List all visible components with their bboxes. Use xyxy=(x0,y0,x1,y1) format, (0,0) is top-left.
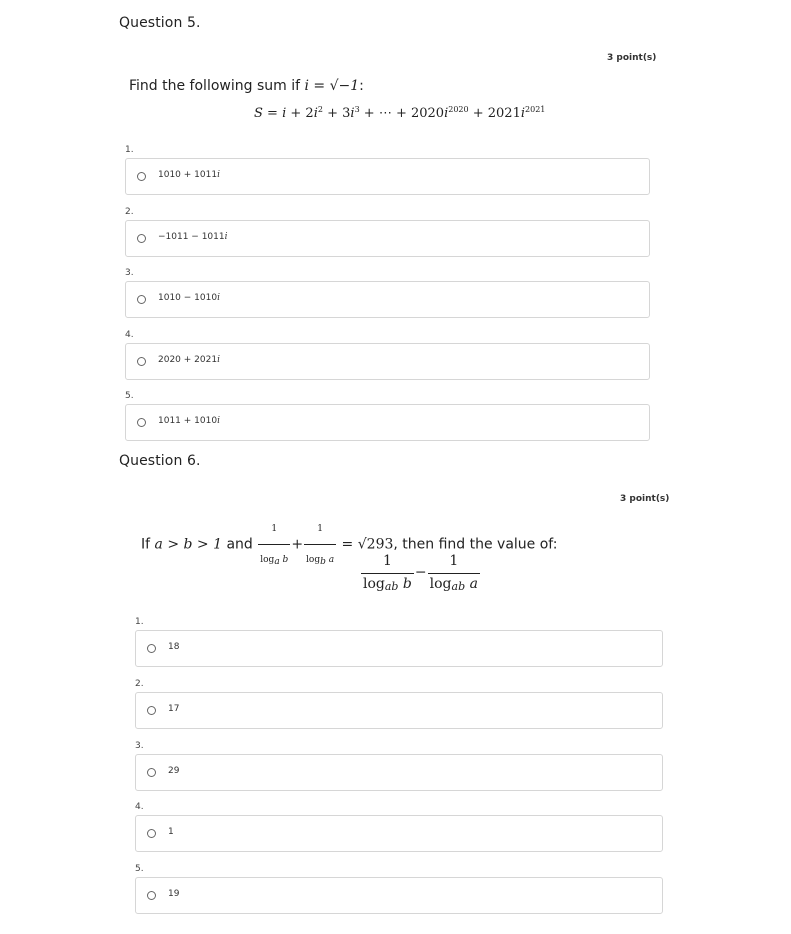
radio-button[interactable] xyxy=(137,172,146,181)
q6-option-3-number: 3. xyxy=(135,741,144,751)
radio-button[interactable] xyxy=(147,891,156,900)
radio-button[interactable] xyxy=(137,357,146,366)
q6-option-4[interactable] xyxy=(135,815,663,852)
q6-option-1[interactable] xyxy=(135,630,663,667)
q6-option-2-number: 2. xyxy=(135,679,144,689)
imaginary-unit: i xyxy=(217,170,220,180)
big-fraction-2: $\frac{1}{\log_{ab} a}$ xyxy=(429,553,478,593)
q6-option-1-number: 1. xyxy=(135,617,144,627)
radio-button[interactable] xyxy=(137,418,146,427)
q6-option-3[interactable] xyxy=(135,754,663,791)
q6-option-5[interactable] xyxy=(135,877,663,914)
question-5-points: 3 point(s) xyxy=(607,53,657,63)
question-5-prompt-text: Find the following sum if xyxy=(129,78,305,94)
question-6-equation: = √293 xyxy=(337,536,394,553)
big-fraction-1: $\frac{1}{\log_{ab} b}$ xyxy=(363,553,412,593)
radio-button[interactable] xyxy=(137,234,146,243)
q5-option-3[interactable] xyxy=(125,281,650,318)
q5-option-3-text: 1010 − 1010 xyxy=(158,293,218,303)
imaginary-unit: i xyxy=(217,355,220,365)
fraction-2: $\frac{1}{\log_b a}$ xyxy=(304,514,336,575)
question-6-prompt-if: If xyxy=(141,536,155,553)
q5-option-5-number: 5. xyxy=(125,391,134,401)
question-6-prompt-and: and xyxy=(222,536,258,553)
question-6-title: Question 6. xyxy=(119,453,201,469)
q6-option-1-text: 18 xyxy=(168,642,180,652)
question-5-prompt-math: i = √−1 xyxy=(304,78,360,94)
q6-option-2-text: 17 xyxy=(168,704,180,714)
question-5-formula: $S = i + 2i^2 + 3i^3$ + ⋯ + $2020i^{2020} + 2021i^{2021}$ xyxy=(254,105,546,121)
question-6-points: 3 point(s) xyxy=(620,494,670,504)
q5-option-2[interactable] xyxy=(125,220,650,257)
q5-option-1-number: 1. xyxy=(125,145,134,155)
question-6-expression: $\frac{1}{\log_{ab} b}$ − $\frac{1}{\log_{ab} a}$ xyxy=(363,553,478,593)
radio-button[interactable] xyxy=(147,768,156,777)
radio-button[interactable] xyxy=(147,706,156,715)
imaginary-unit: i xyxy=(224,232,228,242)
question-5-prompt-suffix: : xyxy=(359,78,364,94)
radio-button[interactable] xyxy=(147,829,156,838)
q6-option-2[interactable] xyxy=(135,692,663,729)
imaginary-unit: i xyxy=(217,416,220,426)
q5-option-2-number: 2. xyxy=(125,207,134,217)
q5-option-5[interactable] xyxy=(125,404,650,441)
q5-option-1-text: 1010 + 1011 xyxy=(158,170,218,180)
q6-option-3-text: 29 xyxy=(168,766,180,776)
q6-option-4-text: 1 xyxy=(168,827,174,837)
q5-option-4-text: 2020 + 2021 xyxy=(158,355,218,365)
q5-option-2-text: −1011 − 1011 xyxy=(158,232,225,242)
q6-option-5-text: 19 xyxy=(168,889,180,899)
radio-button[interactable] xyxy=(137,295,146,304)
radio-button[interactable] xyxy=(147,644,156,653)
question-5-title: Question 5. xyxy=(119,15,201,31)
question-6-prompt-suffix: , then find the value of: xyxy=(393,536,558,553)
question-6-prompt: If a > b > 1 and $\frac{1}{\log_a b}$ + $\frac{1}{\log_b a}$ = √293, then find the value of: xyxy=(141,514,557,575)
q5-option-4[interactable] xyxy=(125,343,650,380)
q5-option-1[interactable] xyxy=(125,158,650,195)
q5-option-4-number: 4. xyxy=(125,330,134,340)
q6-option-5-number: 5. xyxy=(135,864,144,874)
q5-option-3-number: 3. xyxy=(125,268,134,278)
question-6-condition: a > b > 1 xyxy=(154,536,222,553)
imaginary-unit: i xyxy=(217,293,220,303)
question-5-prompt xyxy=(129,78,364,94)
fraction-1: $\frac{1}{\log_a b}$ xyxy=(258,514,290,575)
q5-option-5-text: 1011 + 1010 xyxy=(158,416,218,426)
q6-option-4-number: 4. xyxy=(135,802,144,812)
